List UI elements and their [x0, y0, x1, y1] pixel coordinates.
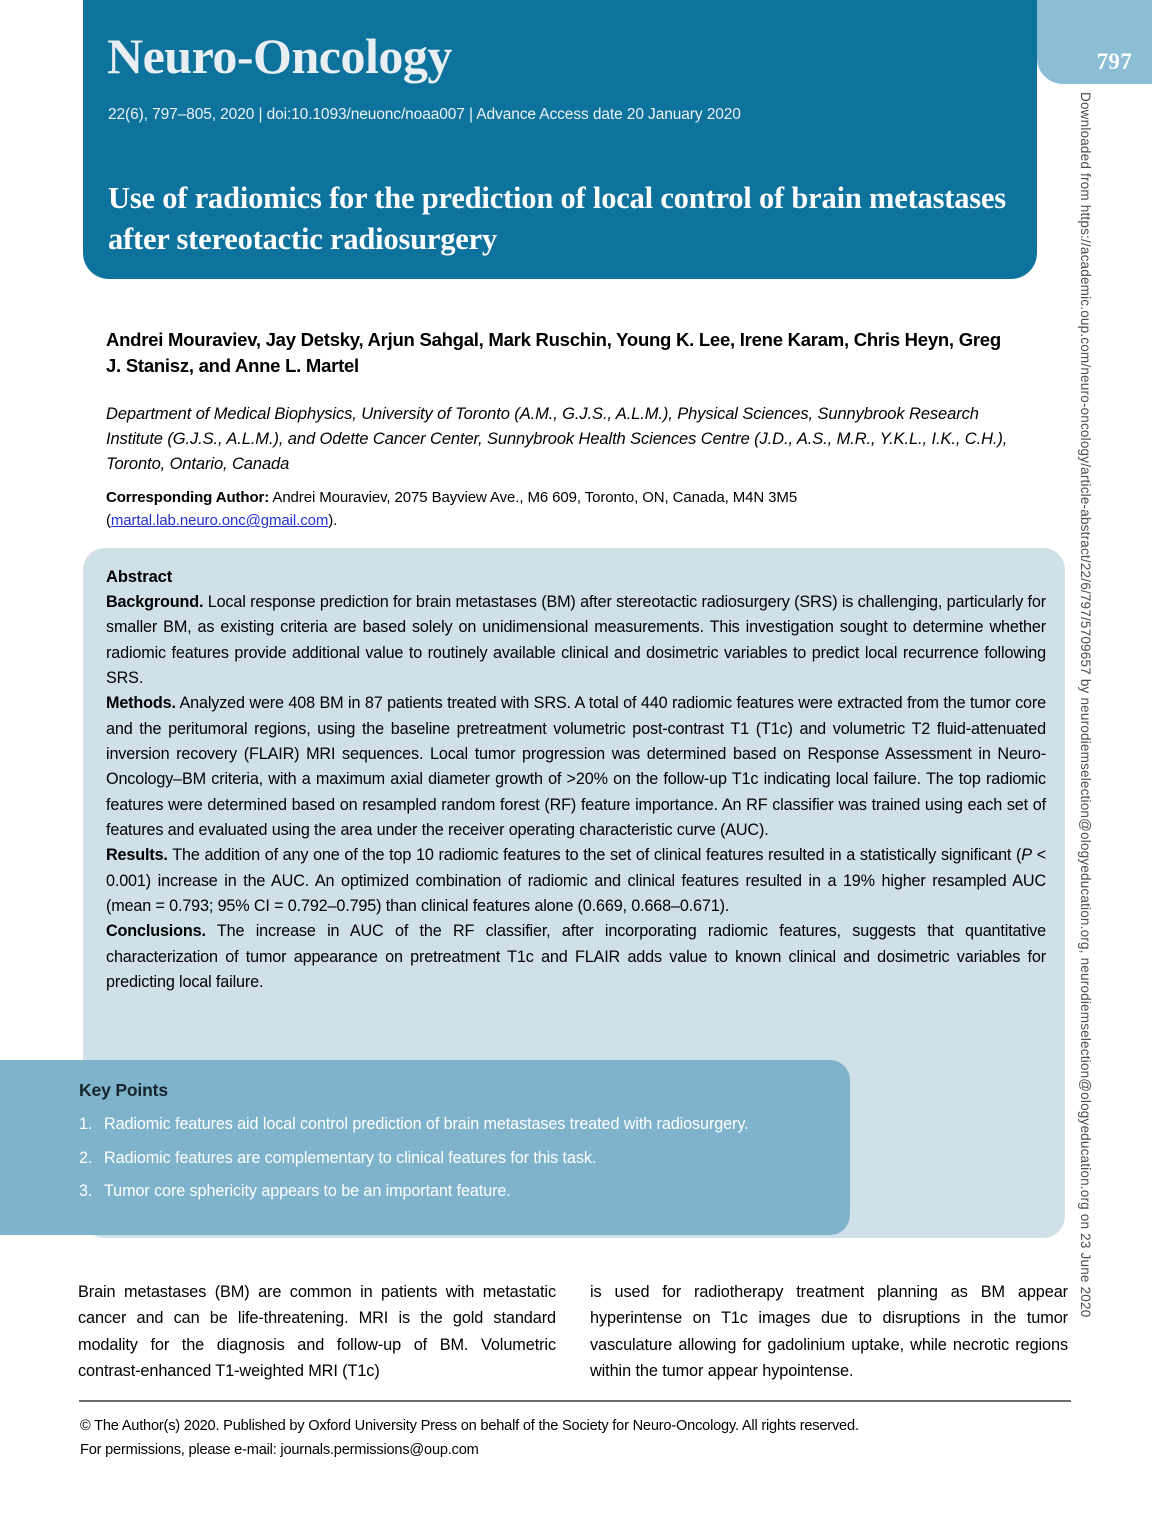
key-point-text: Radiomic features are complementary to clinical features for this task. [104, 1148, 597, 1167]
abstract-results-p-value: P [1021, 846, 1032, 865]
key-point-number: 3. [79, 1182, 93, 1201]
abstract-content [106, 568, 1046, 996]
affiliations: Department of Medical Biophysics, University of Toronto (A.M., G.J.S., A.L.M.), Physical Sciences, Sunnybrook Research Institute (G.J.S., A.L.M.), and Odette Cancer Center, Sunnybrook Health Sciences Centre (J.D., A.S., M.R., Y.K.L., I.K., C.H.), Toronto, Ontario, Canada [106, 405, 1008, 474]
abstract-heading: Abstract [106, 568, 173, 586]
corresponding-author [106, 486, 996, 533]
abstract-results-text-1: The addition of any one of the top 10 radiomic features to the set of clinical features resulted in a statistically significant ( [167, 846, 1022, 865]
key-point-item [79, 1180, 819, 1203]
abstract-background-text: Local response prediction for brain metastases (BM) after stereotactic radiosurgery (SRS) is challenging, particularly for smaller BM, as existing criteria are based solely on unidimensional measurements. This investigation sought to determine whether radiomic features provide additional value to routinely available clinical and dosimetric variables to predict local recurrence following SRS. [106, 593, 1046, 688]
footer-divider [79, 1400, 1071, 1402]
body-column-left [78, 1279, 556, 1385]
abstract-methods-label: Methods. [106, 694, 176, 713]
body-paragraph: is used for radiotherapy treatment planning as BM appear hyperintense on T1c images due to disruptions in the tumor vasculature allowing for gadolinium uptake, while necrotic regions within the tumor appear hypointense. [590, 1283, 1068, 1381]
journal-header-block [83, 0, 1037, 279]
key-point-item [79, 1113, 819, 1136]
corresponding-author-tail: ). [328, 512, 338, 530]
abstract-results-text-2: < 0.001) increase in the AUC. An optimized combination of radiomic and clinical features resulted in a 19% higher resampled AUC (mean = 0.793; 95% CI = 0.792–0.795) than clinical features alone (0.669, 0.668–0.671). [106, 846, 1047, 916]
abstract-background-label: Background. [106, 593, 204, 611]
footer-line-1: © The Author(s) 2020. Published by Oxford University Press on behalf of the Society for Neuro-Oncology. All rights reserved. [80, 1418, 859, 1434]
key-point-number: 1. [79, 1115, 93, 1133]
page-title: Use of radiomics for the prediction of local control of brain metastases after stereotactic radiosurgery [108, 181, 1006, 256]
abstract-methods [106, 691, 1046, 843]
key-point-number: 2. [79, 1148, 93, 1167]
journal-title: Neuro-Oncology [107, 28, 452, 84]
key-point-item [79, 1147, 819, 1170]
key-point-text: Tumor core sphericity appears to be an important feature. [104, 1182, 511, 1201]
abstract-conclusions-text: The increase in AUC of the RF classifier, after incorporating radiomic features, suggests that quantitative characterization of tumor appearance on pretreatment T1c and FLAIR adds value to known clinical and dosimetric variables for predicting local failure. [106, 922, 1046, 992]
download-watermark: Downloaded from https://academic.oup.com/neuro-oncology/article-abstract/22/6/797/5709657 by neurodiemselection@ologyeducation.org, neurodiemselection@ologyeducation.org on 23 June 2020 [1078, 92, 1093, 1318]
key-points-heading: Key Points [79, 1080, 168, 1100]
key-point-text: Radiomic features aid local control prediction of brain metastases treated with radiosurgery. [104, 1115, 749, 1133]
abstract-results-label: Results. [106, 846, 168, 865]
corresponding-author-label: Corresponding Author: [106, 489, 270, 506]
corresponding-author-email-link[interactable]: martal.lab.neuro.onc@gmail.com [110, 512, 329, 530]
abstract-methods-text: Analyzed were 408 BM in 87 patients treated with SRS. A total of 440 radiomic features were extracted from the tumor core and the peritumoral regions, using the baseline pretreatment volumetric post-contrast T1 (T1c) and volumetric T2 fluid-attenuated inversion recovery (FLAIR) MRI sequences. Local tumor progression was determined based on Response Assessment in Neuro-Oncology–BM criteria, with a maximum axial diameter growth of >20% on the follow-up T1c indicating local failure. The top radiomic features were determined based on resampled random forest (RF) feature importance. An RF classifier was trained using each set of features and evaluated using the area under the receiver operating characteristic curve (AUC). [106, 694, 1046, 840]
abstract-background [106, 590, 1046, 691]
key-points-content [79, 1080, 819, 1214]
journal-citation-line: 22(6), 797–805, 2020 | doi:10.1093/neuonc/noaa007 | Advance Access date 20 January 2020 [108, 106, 741, 123]
abstract-conclusions-label: Conclusions. [106, 922, 206, 941]
footer-line-2: For permissions, please e-mail: journals.permissions@oup.com [80, 1441, 479, 1458]
corresponding-author-details: Andrei Mouraviev, 2075 Bayview Ave., M6 609, Toronto, ON, Canada, M4N 3M5 ( [106, 489, 798, 530]
body-column-right [590, 1279, 1068, 1385]
article-body [78, 1279, 1068, 1385]
abstract-results [106, 843, 1046, 919]
abstract-conclusions [106, 919, 1046, 995]
footer-copyright [80, 1415, 1080, 1462]
author-list: Andrei Mouraviev, Jay Detsky, Arjun Sahgal, Mark Ruschin, Young K. Lee, Irene Karam, Chris Heyn, Greg J. Stanisz, and Anne L. Martel [106, 329, 1001, 376]
body-paragraph: Brain metastases (BM) are common in patients with metastatic cancer and can be life-threatening. MRI is the gold standard modality for the diagnosis and follow-up of BM. Volumetric contrast-enhanced T1-weighted MRI (T1c) [78, 1283, 556, 1381]
page-number-badge [1037, 0, 1152, 84]
page-number: 797 [1096, 49, 1132, 74]
